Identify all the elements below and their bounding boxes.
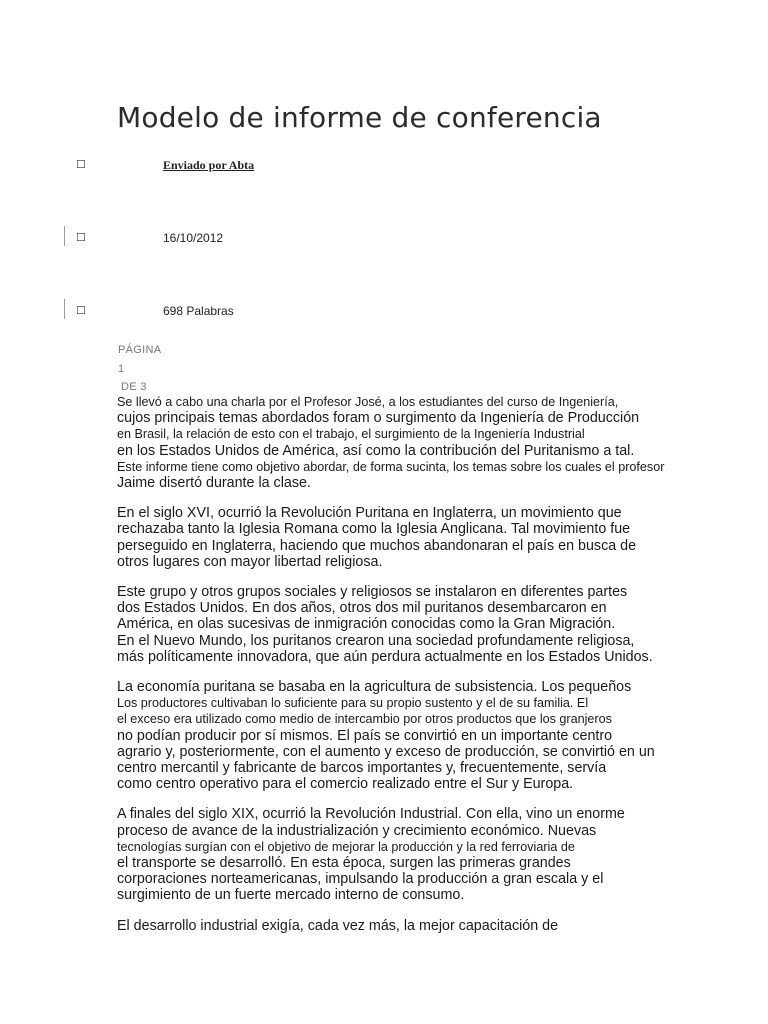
- page-title: Modelo de informe de conferencia: [117, 101, 602, 134]
- text-line: el exceso era utilizado como medio de intercambio por otros productos que los granjeros: [117, 712, 612, 727]
- text-line: Los productores cultivaban lo suficiente para su propio sustento y el de su familia. El: [117, 696, 589, 711]
- page-total: DE 3: [121, 381, 147, 393]
- text-line: Este informe tiene como objetivo abordar, de forma sucinta, los temas sobre los cuales el profesor: [117, 459, 665, 474]
- author-link[interactable]: Enviado por Abta: [163, 158, 255, 172]
- text-line: Jaime disertó durante la clase.: [117, 475, 311, 492]
- paragraph: [117, 679, 677, 792]
- text-line: La economía puritana se basaba en la agricultura de subsistencia. Los pequeños: [117, 679, 632, 696]
- divider: [64, 226, 65, 246]
- text-line: Se llevó a cabo una charla por el Profesor José, a los estudiantes del curso de Ingeniería,: [117, 395, 619, 409]
- text-line: no podían producir por sí mismos. El país se convirtió en un importante centro: [117, 727, 613, 744]
- text-line: perseguido en Inglaterra, haciendo que muchos abandonaran el país en busca de: [117, 537, 637, 554]
- check-box-icon: ☐: [76, 159, 86, 171]
- text-line: Este grupo y otros grupos sociales y religiosos se instalaron en diferentes partes: [117, 584, 628, 601]
- text-line: en los Estados Unidos de América, así como la contribución del Puritanismo a tal.: [117, 442, 635, 459]
- text-line: América, en olas sucesivas de inmigración conocidas como la Gran Migración.: [117, 616, 616, 633]
- text-line: otros lugares con mayor libertad religiosa.: [117, 553, 383, 570]
- text-line: cujos principais temas abordados foram o surgimento da Ingeniería de Producción: [117, 410, 640, 427]
- text-line: corporaciones norteamericanas, impulsando la producción a gran escala y el: [117, 871, 604, 888]
- paragraph: [117, 584, 677, 665]
- paragraph: [117, 394, 677, 491]
- text-line: el transporte se desarrolló. En esta época, surgen las primeras grandes: [117, 855, 571, 872]
- page-label: PÁGINA: [118, 344, 162, 356]
- text-line: tecnologías surgían con el objetivo de mejorar la producción y la red ferroviaria de: [117, 839, 575, 854]
- text-line: A finales del siglo XIX, ocurrió la Revolución Industrial. Con ella, vino un enorme: [117, 806, 625, 823]
- text-line: agrario y, posteriormente, con el aumento y exceso de producción, se convirtió en un: [117, 743, 655, 760]
- calendar-icon: ☐: [76, 232, 86, 244]
- publish-date: 16/10/2012: [163, 231, 224, 245]
- text-line: El desarrollo industrial exigía, cada vez más, la mejor capacitación de: [117, 917, 559, 934]
- word-count: 698 Palabras: [163, 304, 234, 318]
- document-body: [117, 394, 677, 948]
- text-line: centro mercantil y fabricante de barcos importantes y, frecuentemente, servía: [117, 760, 607, 777]
- page-number: 1: [118, 363, 125, 375]
- document-icon: ☐: [76, 305, 86, 317]
- text-line: proceso de avance de la industrialización y crecimiento económico. Nuevas: [117, 822, 597, 839]
- text-line: más políticamente innovadora, que aún perdura actualmente en los Estados Unidos.: [117, 648, 653, 665]
- text-line: en Brasil, la relación de esto con el trabajo, el surgimiento de la Ingeniería Industrial: [117, 427, 585, 442]
- text-line: En el Nuevo Mundo, los puritanos crearon una sociedad profundamente religiosa,: [117, 632, 635, 649]
- divider: [64, 299, 65, 319]
- text-line: En el siglo XVI, ocurrió la Revolución Puritana en Inglaterra, un movimiento que: [117, 505, 622, 522]
- paragraph: [117, 918, 677, 934]
- text-line: rechazaba tanto la Iglesia Romana como la Iglesia Anglicana. Tal movimiento fue: [117, 521, 631, 538]
- paragraph: [117, 806, 677, 903]
- text-line: dos Estados Unidos. En dos años, otros dos mil puritanos desembarcaron en: [117, 600, 607, 617]
- text-line: surgimiento de un fuerte mercado interno de consumo.: [117, 887, 465, 904]
- text-line: como centro operativo para el comercio realizado entre el Sur y Europa.: [117, 776, 574, 793]
- paragraph: [117, 505, 677, 570]
